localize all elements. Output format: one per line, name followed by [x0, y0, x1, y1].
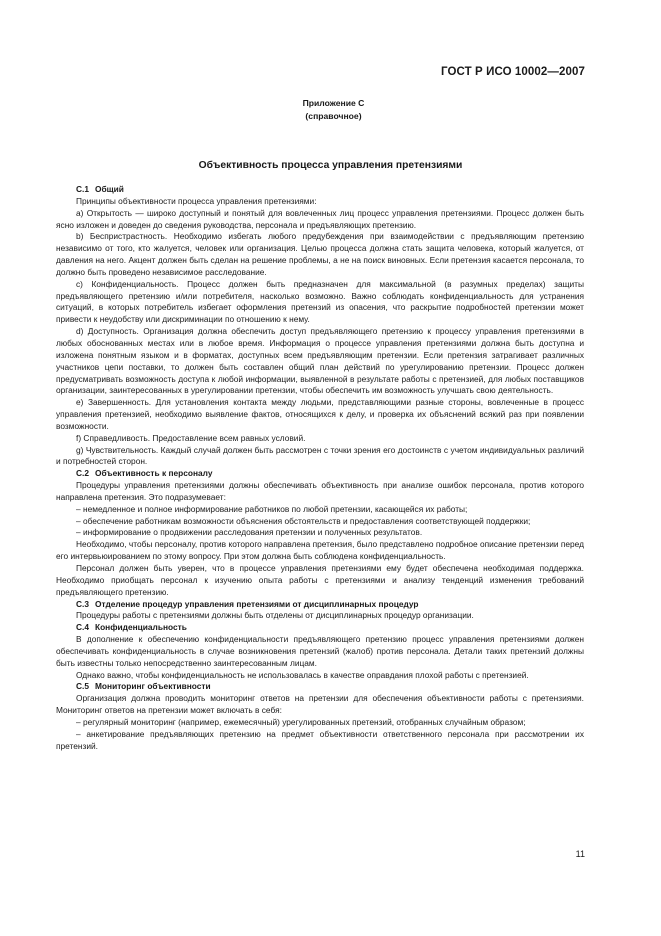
paragraph: В дополнение к обеспечению конфиденциальности предъявляющего претензию процесс управления претензиями должен обеспечивать конфиденциальность в случае возникновения претензий (жалоб) против персонала. Детали таких претензий должны быть известны только непосредственно заинтересованным лицам.	[56, 634, 584, 668]
paragraph: f) Справедливость. Предоставление всем равных условий.	[76, 432, 306, 443]
paragraph: c) Конфиденциальность. Процесс должен быть предназначен для максимальной (в разумных пределах) защиты предъявляющего претензию и/или потребителя, насколько возможно. Важно соблюдать конфиденциальность для устранения ситуаций, в которых потребитель избегает оформления претензий из опасения, что раскрытие подробностей претензии может привести к неудобству или дискриминации по отношению к нему.	[56, 278, 584, 325]
paragraph: – анкетирование предъявляющих претензию на предмет объективности ответственного персонала при рассмотрении их претензий.	[56, 728, 584, 751]
section-heading	[56, 468, 584, 480]
paragraph: – обеспечение работникам возможности объяснения обстоятельств и предоставления соответствующей поддержки;	[76, 515, 531, 526]
paragraph: Персонал должен быть уверен, что в процессе управления претензиями ему будет обеспечена необходимая поддержка. Необходимо приобщать персонал к изучению опыта работы с претензиями и анализу тенденций изменения требований предъявляющего претензию.	[56, 563, 584, 597]
paragraph: – немедленное и полное информирование работников по любой претензии, касающейся их работы;	[76, 503, 468, 514]
body-text	[56, 184, 584, 753]
section-number: C.4	[76, 622, 89, 633]
section-heading	[56, 622, 584, 634]
paragraph: Необходимо, чтобы персоналу, против которого направлена претензия, было представлено подробное описание претензии перед его интервьюированием по этому вопросу. При этом должна быть соблюдена конфиденциальность.	[56, 539, 584, 562]
paragraph: d) Доступность. Организация должна обеспечить доступ предъявляющего претензию к процессу управления претензиями в любых обоснованных местах или в любое время. Информация о процессе управления претензиями должна быть доступна и изложена понятным языком и в форматах, доступных всем предъявляющим претензии. Если претензия затрагивает различных участников цепи поставки, то должен быть составлен общий план действий по урегулированию претензии. Процесс должен предусматривать возможность доступа к любой информации, выявленной в результате работы с претензией, для любых поставщиков организации, заинтересованных в урегулировании претензии, чтобы обеспечить им возможность улучшать свою деятельность.	[56, 326, 584, 396]
section-number: C.1	[76, 184, 89, 194]
annex-status: (справочное)	[305, 111, 362, 121]
section-number: C.5	[76, 681, 89, 692]
section-title: Отделение процедур управления претензиями от дисциплинарных процедур	[94, 598, 419, 609]
paragraph: Процедуры работы с претензиями должны быть отделены от дисциплинарных процедур организации.	[76, 610, 474, 621]
section-title: Общий	[94, 184, 124, 194]
page-number: 11	[575, 849, 585, 859]
paragraph: b) Беспристрастность. Необходимо избегать любого предубеждения при взаимодействии с предъявляющим претензию независимо от того, кто жалуется, человек или организация. Целью процесса должна стать защита человека, который жалуется, от давления на него. Акцент должен быть сделан на решение проблемы, а не на поиск виновных. Если претензия касается персонала, то должно быть проведено независимое расследование.	[56, 231, 584, 277]
paragraph: – регулярный мониторинг (например, ежемесячный) урегулированных претензий, отобранных случайным образом;	[76, 716, 526, 727]
document-code: ГОСТ Р ИСО 10002—2007	[440, 66, 585, 78]
section-number: C.2	[76, 468, 89, 479]
paragraph: Принципы объективности процесса управления претензиями:	[76, 195, 317, 206]
paragraph: a) Открытость — широко доступный и понятый для вовлеченных лиц процесс управления претензиями. Процесс должен быть ясно изложен и доведен до сведения руководства, персонала и предъявляющих претензию.	[56, 207, 584, 230]
paragraph: Организация должна проводить мониторинг ответов на претензии для обеспечения объективности работы с претензиями. Мониторинг ответов на претензии может включать в себя:	[56, 693, 584, 716]
paragraph: Однако важно, чтобы конфиденциальность не использовалась в качестве оправдания плохой работы с претензией.	[76, 669, 529, 680]
paragraph: – информирование о продвижении расследования претензии и полученных результатов.	[76, 527, 423, 538]
paragraph: g) Чувствительность. Каждый случай должен быть рассмотрен с точки зрения его достоинств с учетом индивидуальных различий и потребностей сторон.	[56, 444, 584, 467]
section-title: Конфиденциальность	[94, 622, 187, 633]
paragraph: Процедуры управления претензиями должны обеспечивать объективность при анализе ошибок персонала, против которого направлена претензия. Это подразумевает:	[56, 480, 584, 502]
annex-title: Приложение C	[302, 98, 365, 108]
paragraph: e) Завершенность. Для установления контакта между людьми, представляющими разные стороны, вовлеченные в процесс управления претензией, необходимо выявление фактов, относящихся к делу, и проверка их объяснений всякий раз при появлении возможности.	[56, 397, 584, 431]
section-heading	[56, 599, 584, 611]
main-title: Объективность процесса управления претензиями	[198, 160, 463, 171]
section-heading	[56, 184, 584, 196]
section-number: C.3	[76, 598, 89, 609]
annex-block	[0, 97, 661, 123]
section-title: Мониторинг объективности	[94, 681, 211, 692]
section-heading	[56, 681, 584, 693]
section-title: Объективность к персоналу	[94, 468, 213, 479]
